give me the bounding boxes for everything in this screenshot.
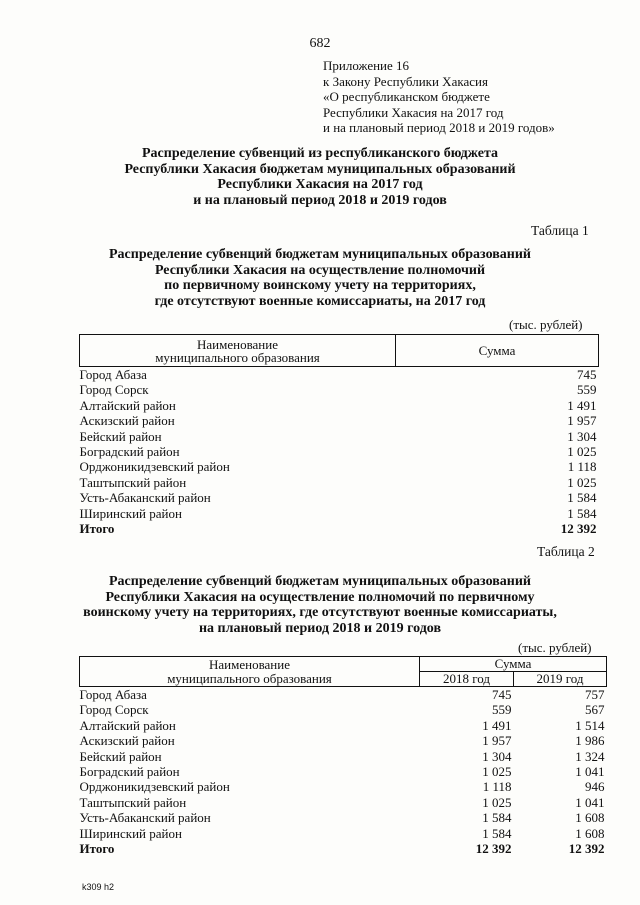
page-number: 682 bbox=[309, 36, 331, 51]
row-name: Таштыпский район bbox=[79, 474, 187, 490]
table-row bbox=[80, 718, 607, 733]
row-value-2018: 1 584 bbox=[482, 810, 512, 826]
table-total-row bbox=[80, 841, 607, 856]
appendix-line: к Закону Республики Хакасия bbox=[323, 73, 488, 89]
appendix-line: и на плановый период 2018 и 2019 годов» bbox=[323, 120, 555, 135]
row-value: 559 bbox=[577, 382, 597, 398]
main-title-line: Республики Хакасия на 2017 год bbox=[217, 177, 423, 192]
table-row bbox=[80, 398, 599, 413]
row-name: Алтайский район bbox=[79, 397, 176, 413]
appendix-line: Республики Хакасия на 2017 год bbox=[323, 104, 504, 120]
table2 bbox=[79, 656, 607, 856]
row-value: 1 025 bbox=[567, 474, 597, 490]
row-value-2019: 1 608 bbox=[575, 810, 605, 826]
table-total-row bbox=[80, 521, 599, 536]
table1-title bbox=[0, 247, 640, 309]
row-name: Орджоникидзевский район bbox=[79, 459, 230, 475]
table2-header-2018: 2018 год bbox=[420, 672, 514, 687]
table-row bbox=[80, 779, 607, 794]
table-row bbox=[80, 367, 599, 383]
row-value-2019: 1 608 bbox=[575, 825, 605, 841]
row-name: Боградский район bbox=[79, 444, 180, 460]
row-value-2018: 1 957 bbox=[482, 733, 512, 749]
total-label: Итого bbox=[79, 521, 115, 537]
main-title bbox=[0, 146, 640, 208]
table1-title-line: по первичному воинскому учету на территориях, bbox=[164, 278, 476, 293]
row-value-2019: 757 bbox=[585, 687, 605, 702]
table2-header-sum: Сумма bbox=[420, 657, 607, 672]
row-name: Город Абаза bbox=[79, 687, 147, 702]
row-name: Город Сорск bbox=[79, 702, 149, 718]
table1-header-sum: Сумма bbox=[396, 335, 599, 367]
row-name: Аскизский район bbox=[79, 413, 175, 429]
row-name: Бейский район bbox=[79, 428, 162, 444]
table-row bbox=[80, 506, 599, 521]
table2-unit: (тыс. рублей) bbox=[518, 640, 592, 655]
row-name: Город Абаза bbox=[79, 367, 147, 382]
table2-title-line: Республики Хакасия на осуществление полномочий по первичному bbox=[105, 589, 535, 605]
row-value-2018: 1 025 bbox=[482, 764, 512, 780]
row-value-2018: 1 025 bbox=[482, 794, 512, 810]
row-value: 1 584 bbox=[567, 505, 597, 521]
total-label: Итого bbox=[79, 841, 115, 857]
table-row bbox=[80, 490, 599, 505]
total-value-2019: 12 392 bbox=[568, 841, 605, 857]
table2-title-line: Распределение субвенций бюджетам муниципальных образований bbox=[109, 574, 531, 589]
table-row bbox=[80, 810, 607, 825]
appendix-note bbox=[323, 58, 555, 136]
table-row bbox=[80, 687, 607, 703]
appendix-line: «О республиканском бюджете bbox=[323, 89, 490, 104]
table-row bbox=[80, 429, 599, 444]
row-name: Усть-Абаканский район bbox=[79, 490, 211, 506]
row-value-2018: 1 491 bbox=[482, 717, 512, 733]
table1-title-line: Республики Хакасия на осуществление полномочий bbox=[154, 262, 486, 278]
row-value-2018: 559 bbox=[492, 702, 512, 718]
table-row bbox=[80, 475, 599, 490]
table1-header-name: Наименование муниципального образования bbox=[80, 335, 396, 367]
row-value: 745 bbox=[577, 367, 597, 382]
table1-label: Таблица 1 bbox=[531, 223, 589, 238]
row-value-2019: 567 bbox=[585, 702, 605, 718]
table1-unit: (тыс. рублей) bbox=[509, 317, 583, 332]
main-title-line: Республики Хакасия бюджетам муниципальных образований bbox=[124, 161, 516, 177]
table1-body bbox=[80, 367, 599, 537]
row-value: 1 025 bbox=[567, 444, 597, 460]
row-value-2019: 1 986 bbox=[575, 733, 605, 749]
row-value-2018: 745 bbox=[492, 687, 512, 702]
row-name: Ширинский район bbox=[79, 825, 182, 841]
table-row bbox=[80, 795, 607, 810]
table-row bbox=[80, 749, 607, 764]
row-value: 1 304 bbox=[567, 428, 597, 444]
table-row bbox=[80, 413, 599, 428]
row-value-2019: 1 041 bbox=[575, 794, 605, 810]
table2-title-line: на плановый период 2018 и 2019 годов bbox=[198, 620, 442, 636]
table2-title-line: воинскому учету на территориях, где отсутствуют военные комиссариаты, bbox=[83, 605, 557, 620]
row-name: Алтайский район bbox=[79, 717, 176, 733]
total-value-2018: 12 392 bbox=[475, 841, 512, 857]
row-value: 1 118 bbox=[567, 459, 597, 475]
row-name: Город Сорск bbox=[79, 382, 149, 398]
table2-body bbox=[80, 687, 607, 857]
table-row bbox=[80, 826, 607, 841]
table-row bbox=[80, 444, 599, 459]
appendix-line: Приложение 16 bbox=[323, 58, 410, 73]
table-row bbox=[80, 382, 599, 397]
row-value-2019: 1 041 bbox=[575, 764, 605, 780]
row-value-2018: 1 304 bbox=[482, 748, 512, 764]
row-name: Усть-Абаканский район bbox=[79, 810, 211, 826]
row-name: Ширинский район bbox=[79, 505, 182, 521]
row-name: Таштыпский район bbox=[79, 794, 187, 810]
total-value: 12 392 bbox=[560, 521, 597, 537]
main-title-line: и на плановый период 2018 и 2019 годов bbox=[193, 192, 447, 208]
row-value-2019: 1 324 bbox=[575, 748, 605, 764]
row-value: 1 491 bbox=[567, 397, 597, 413]
row-value-2018: 1 584 bbox=[482, 825, 512, 841]
table-row bbox=[80, 702, 607, 717]
main-title-line: Распределение субвенций из республиканского бюджета bbox=[141, 146, 498, 161]
table2-label: Таблица 2 bbox=[537, 544, 595, 559]
row-value-2018: 1 118 bbox=[482, 779, 512, 795]
table-row bbox=[80, 733, 607, 748]
row-name: Бейский район bbox=[79, 748, 162, 764]
row-value: 1 957 bbox=[567, 413, 597, 429]
table2-header-2019: 2019 год bbox=[514, 672, 607, 687]
row-value: 1 584 bbox=[567, 490, 597, 506]
table1 bbox=[79, 334, 599, 536]
row-value-2019: 1 514 bbox=[575, 717, 605, 733]
row-name: Боградский район bbox=[79, 764, 180, 780]
row-name: Аскизский район bbox=[79, 733, 175, 749]
row-name: Орджоникидзевский район bbox=[79, 779, 230, 795]
table-row bbox=[80, 459, 599, 474]
table2-header-name: Наименование муниципального образования bbox=[80, 657, 420, 687]
row-value-2019: 946 bbox=[585, 779, 605, 795]
table-row bbox=[80, 764, 607, 779]
table1-title-line: где отсутствуют военные комиссариаты, на 2017 год bbox=[154, 293, 486, 309]
table1-title-line: Распределение субвенций бюджетам муниципальных образований bbox=[109, 247, 531, 262]
footer-code: k309 h2 bbox=[82, 882, 115, 892]
table2-title bbox=[0, 574, 640, 636]
